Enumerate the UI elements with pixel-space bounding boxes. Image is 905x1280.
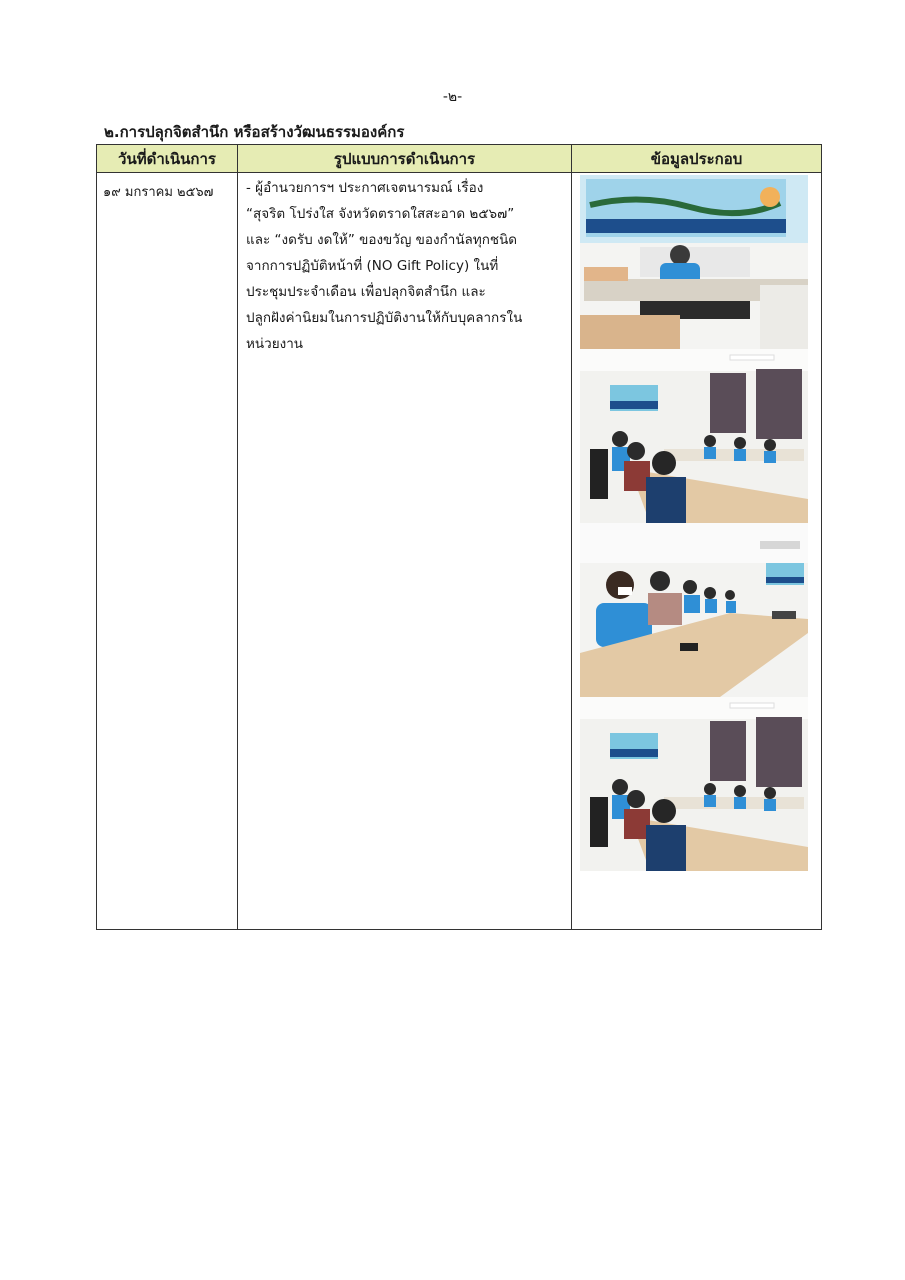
- meeting-speaker-photo: [580, 175, 808, 349]
- section-title: ๒.การปลุกจิตสำนึก หรือสร้างวัฒนธรรมองค์กร: [104, 123, 405, 141]
- table-header-row: [97, 145, 822, 173]
- row-description: [238, 173, 572, 930]
- meeting-table-photo: [580, 523, 808, 697]
- description-line: จากการปฏิบัติหน้าที่ (NO Gift Policy) ในที่: [246, 258, 499, 274]
- meeting-room-photo: [580, 349, 808, 523]
- description-line: ประชุมประจำเดือน เพื่อปลุกจิตสำนึก และ: [246, 284, 486, 300]
- description-line: หน่วยงาน: [246, 336, 304, 352]
- description-line: และ “งดรับ งดให้” ของขวัญ ของกำนัลทุกชนิด: [246, 232, 518, 248]
- description-line: - ผู้อำนวยการฯ ประกาศเจตนารมณ์ เรื่อง: [246, 180, 484, 196]
- meeting-room-photo: [580, 697, 808, 871]
- table-row: [97, 173, 822, 930]
- header-evidence: ข้อมูลประกอบ: [572, 145, 822, 173]
- header-date: วันที่ดำเนินการ: [97, 145, 238, 173]
- description-line: ปลูกฝังค่านิยมในการปฏิบัติงานให้กับบุคลากรใน: [246, 310, 523, 326]
- row-date: ๑๙ มกราคม ๒๕๖๗: [97, 173, 238, 930]
- row-photos: [572, 173, 822, 930]
- description-line: “สุจริต โปร่งใส จังหวัดตราดใสสะอาด ๒๕๖๗”: [246, 206, 515, 222]
- page-number: -๒-: [442, 89, 463, 105]
- activity-table: [96, 144, 822, 930]
- header-format: รูปแบบการดำเนินการ: [238, 145, 572, 173]
